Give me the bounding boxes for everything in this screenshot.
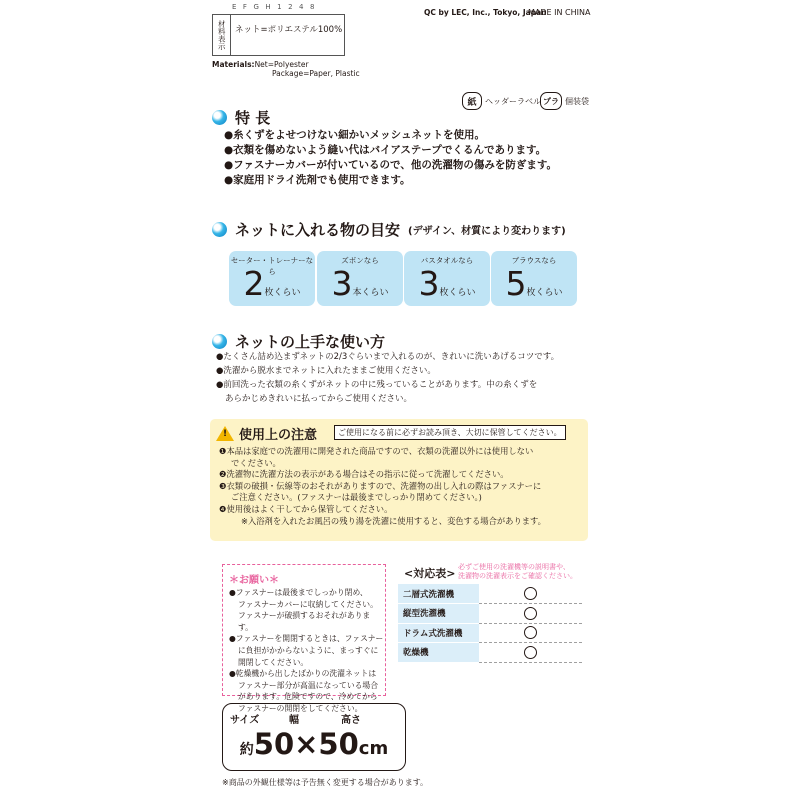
request-lines [229, 587, 385, 715]
feature-item: ●衣類を傷めないよう縫い代はバイアステープでくるんであります。 [224, 144, 547, 156]
plastic-recycle-label: 個装袋 [565, 96, 589, 106]
caution-title: 使用上の注意 [239, 428, 318, 443]
usage-item: ●洗濯から脱水までネットに入れたままご使用ください。 [216, 366, 436, 376]
table-row [398, 604, 582, 624]
materials-value: ネット=ポリエステル100% [235, 25, 343, 35]
capacity-box-number: 3 [418, 264, 440, 303]
caution-heading [216, 424, 317, 443]
circle-ok-icon [524, 626, 537, 639]
request-box [222, 564, 386, 713]
compat-table [398, 584, 582, 663]
materials-en-package: Package=Paper, Plastic [272, 69, 360, 78]
features-list [224, 128, 557, 188]
table-row [398, 643, 582, 663]
capacity-box-blouse [491, 251, 577, 306]
features-heading [212, 107, 270, 128]
request-title: ＊お願い＊ [229, 575, 279, 586]
blue-ball-icon [212, 334, 227, 349]
size-box [222, 703, 406, 771]
capacity-box-label: ブラウスなら [511, 256, 557, 265]
usage-list [216, 350, 559, 406]
request-line: があります。危険ですので、冷めてから [238, 692, 378, 702]
blue-ball-icon [212, 110, 227, 125]
circle-ok-icon [524, 646, 537, 659]
caution-lines [219, 446, 546, 527]
usage-title: ネットの上手な使い方 [235, 333, 386, 351]
capacity-box-pants [317, 251, 403, 306]
request-line: ファスナーの開閉をしてください。 [238, 703, 363, 713]
size-height-label: 高さ [341, 715, 361, 726]
feature-item: ●家庭用ドライ洗剤でも使用できます。 [224, 174, 411, 186]
compat-machine: ドラム式洗濯機 [398, 623, 479, 643]
capacity-box-towel [404, 251, 490, 306]
made-in-text: MADE IN CHINA [528, 8, 591, 17]
compat-title: <対応表> [404, 567, 456, 580]
request-line: ファスナーカバーに収納してください。 [238, 599, 378, 609]
compat-machine: 乾燥機 [398, 643, 479, 663]
caution-box [210, 419, 588, 541]
request-line: ●ファスナーを開閉するときは、ファスナー [229, 634, 384, 644]
capacity-box-unit: 枚くらい [264, 288, 301, 298]
request-line: ●乾燥機から出したばかりの洗濯ネットは [229, 669, 377, 679]
plastic-recycle-mark [540, 92, 589, 110]
paper-recycle-icon: 紙 [462, 92, 482, 110]
request-line: ファスナー部分が高温になっている場合 [238, 680, 379, 690]
request-line: に負担がかからないように、まっすぐに [238, 645, 379, 655]
compat-machine: 縦型洗濯機 [398, 604, 479, 624]
circle-ok-icon [524, 607, 537, 620]
paper-recycle-mark [462, 92, 541, 110]
caution-line: ご注意ください。(ファスナーは最後までしっかり閉めてください。) [231, 492, 482, 503]
capacity-box-number: 2 [243, 264, 265, 303]
capacity-box-unit: 本くらい [352, 288, 389, 298]
capacity-box-number: 3 [331, 264, 353, 303]
capacity-box-label: バスタオルなら [420, 256, 474, 265]
capacity-subtitle: (デザイン、材質により変わります) [408, 226, 566, 237]
caution-line: でください。 [231, 457, 281, 468]
capacity-box-sweater [229, 251, 315, 306]
paper-recycle-label: ヘッダーラベル [485, 96, 541, 106]
caution-line: ❹使用後はよく干してから保管してください。 [219, 503, 393, 514]
compat-note [458, 563, 577, 581]
capacity-box-unit: 枚くらい [439, 288, 476, 298]
size-width-label: 幅 [289, 715, 299, 726]
materials-en-label: Materials: [212, 60, 255, 69]
warning-icon: ! [216, 426, 234, 441]
usage-item: あらかじめきれいに払ってからご使用ください。 [225, 394, 413, 404]
barcode-text: EFGH1248 [232, 3, 321, 11]
caution-note: ご使用になる前に必ずお読み頂き、大切に保管してください。 [334, 425, 566, 440]
maker-text: QC by LEC, Inc., Tokyo, Japan [424, 8, 547, 17]
table-row [398, 623, 582, 643]
feature-item: ●ファスナーカバーが付いているので、他の洗濯物の傷みを防ぎます。 [224, 159, 557, 171]
capacity-box-label: ズボンなら [341, 256, 379, 265]
capacity-heading [212, 219, 566, 240]
request-line: 開閉してください。 [238, 657, 309, 667]
size-number: 50×50 [253, 727, 359, 761]
usage-heading [212, 331, 385, 352]
materials-head: 材料表示 [213, 15, 231, 55]
caution-line: ❸衣類の破損・伝線等のおそれがありますので、洗濯物の出し入れの際はファスナーに [219, 480, 542, 491]
capacity-box-label: セーター・トレーナーなら [230, 256, 314, 276]
capacity-box-number: 5 [505, 264, 527, 303]
capacity-title: ネットに入れる物の目安 [235, 221, 401, 239]
compat-machine: 二層式洗濯機 [398, 584, 479, 604]
materials-table [212, 14, 345, 56]
caution-line: ※入浴剤を入れたお風呂の残り湯を洗濯に使用すると、変色する場合があります。 [241, 515, 546, 526]
size-label: サイズ [230, 715, 260, 726]
size-value [223, 726, 405, 762]
compat-note-line: 必ずご使用の洗濯機等の説明書や、 [458, 563, 570, 571]
materials-english [212, 60, 360, 78]
footer-note: ※商品の外観仕様等は予告無く変更する場合があります。 [222, 778, 429, 787]
compat-note-line: 洗濯物の洗濯表示をご確認ください。 [458, 572, 577, 580]
caution-line: ❶本品は家庭での洗濯用に開発された商品ですので、衣類の洗濯以外には使用しない [219, 446, 534, 456]
feature-item: ●糸くずをよせつけない細かいメッシュネットを使用。 [224, 129, 485, 141]
usage-item: ●前回洗った衣類の糸くずがネットの中に残っていることがあります。中の糸くずを [216, 380, 538, 390]
materials-en-net: Net=Polyester [254, 60, 309, 69]
size-unit: cm [358, 738, 389, 759]
circle-ok-icon [524, 587, 537, 600]
size-approx: 約 [239, 742, 254, 758]
table-row [398, 584, 582, 604]
request-line: ファスナーが破損するおそれがあります。 [238, 611, 371, 632]
features-title: 特 長 [235, 109, 271, 127]
plastic-recycle-icon: プラ [540, 92, 562, 110]
blue-ball-icon [212, 222, 227, 237]
capacity-box-unit: 枚くらい [526, 288, 563, 298]
request-line: ●ファスナーは最後までしっかり閉め、 [229, 588, 368, 597]
caution-line: ❷洗濯物に洗濯方法の表示がある場合はその指示に従って洗濯してください。 [219, 469, 509, 480]
usage-item: ●たくさん詰め込まずネットの2/3ぐらいまで入れるのが、きれいに洗いあげるコツです。 [216, 352, 560, 362]
